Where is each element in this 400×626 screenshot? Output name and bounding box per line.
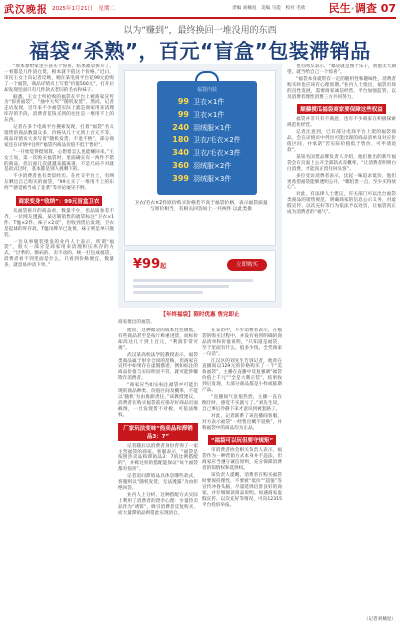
sidebar-heading — [287, 104, 396, 114]
product-description-lines — [133, 279, 269, 297]
headline-subtitle: 以为“赚到”，最终换回一堆没用的东西 — [123, 26, 277, 36]
bag-content-row — [165, 161, 249, 174]
bag-handle-icon — [195, 71, 219, 81]
bag-row-item: 卫衣×1件 — [193, 98, 225, 106]
infographic-caption-sub: 商家推出的福袋。 — [118, 320, 155, 325]
article-paragraph: 对此，记者联系了该直播间客服，对方表示福袋“一经售出概不退换”，并称福袋中的商品均为正品。 — [202, 413, 282, 431]
article-column-2 — [118, 328, 198, 620]
article-paragraph: 武汉某高校法学院教授表示，福袋类商品属于射幸合同的范畴，但商家在宣传中如果存在虚假描述，例如标注的商品价值与实际明显不符，就可能涉嫌欺诈消费者。 — [118, 352, 198, 382]
article-paragraph: 记者注意到，已有部分电商平台上架的福袋商品，会在详情页中列出可能出现的商品清单及对应价值区间，并承诺“若实际价值低于售价，可申请退款”。 — [287, 130, 396, 153]
article-paragraph: 江汉区的刘先生告诉记者，他曾在直播间以129元的价格购买了一个“美妆福袋”，主播在直播中反复强调“福袋价值上千元”“全是大牌正装”，结果收到后发现，大部分商品都是小样或临期产品。 — [202, 358, 282, 394]
bag-row-item: 羽绒服×1件 — [193, 123, 232, 132]
article-paragraph: 记者追问滞销品具体是哪些款式，客服则以“随机发货，无法透露”为由拒绝回答。 — [118, 474, 198, 491]
bag-content-row — [165, 123, 249, 136]
placeholder-line — [133, 279, 253, 282]
bag-row-qty: 360 — [172, 160, 189, 170]
bag-row-qty: 340 — [172, 148, 189, 158]
infographic-caption: 卫衣/毛衣×2件原价购买价格若不高于福袋价格，表示福袋质量与原价相当，有相关回答如上一共两件 以此类推 — [134, 201, 268, 213]
article-paragraph: 记者随后以消费者身份咨询了一家主营福袋的商家。客服表示，“福袋是按照热卖品和滞销品3：7的比例搭配的”，并称这样的搭配能保证“每个福袋都有惊喜”。 — [118, 443, 198, 473]
article-paragraph: 他说，这种福袋的成本往往极低，有些商品甚至是按斤称重进货，而标价却高达几十到上百元，“利润非常可观”。 — [118, 328, 198, 351]
article-paragraph: 不少消费者也有类似经历。在社交平台上，有网友晒出自己购买的福袋，“99元买了一堆用不上的东西”“感觉被当成了韭菜”等评论屡见不鲜。 — [4, 174, 114, 192]
article-paragraph: 也有网友表示，“福袋就是图个乐子，别抱太大期望，就当给自己一个惊喜”。 — [287, 64, 396, 75]
lucky-bag-icon — [157, 81, 257, 195]
article-paragraph: “一开始觉得挺划算，心想着怎么也能赚回来。”王女士说，第一次购买福袋时，里面确实有一两件不错的商品，但后面几次就越来越离谱，不是尺码不对就是款式过时，基本都是别人挑剩下的。 — [4, 149, 114, 173]
section-subheading — [202, 435, 282, 445]
lucky-bag-infographic — [118, 64, 282, 308]
publication-date: 2025年1月21日 星期二 — [52, 6, 115, 12]
bag-row-item: 卫衣/毛衣×3件 — [193, 149, 241, 158]
article-column-1 — [4, 64, 114, 620]
product-card — [124, 250, 276, 302]
placeholder-line — [133, 285, 229, 288]
bag-row-item: 卫衣/毛衣×2件 — [193, 136, 241, 145]
article-column-3 — [202, 328, 282, 620]
product-price — [133, 257, 166, 272]
bag-row-item: 羽绒服×3件 — [193, 174, 232, 183]
article-paragraph: 在采访中，不少消费者表示，在福袋的购买过程中，并没有看到明确的商品清单和价值说明，“只知道是福袋，至于里面有什么、值多少钱，全凭商家一句话”。 — [202, 328, 282, 357]
section-subheading — [4, 196, 114, 206]
bag-row-qty: 99 — [177, 97, 189, 106]
article-paragraph: 对此，有法律人士建议，有关部门可以出台福袋类商品的销售规范，明确商家的信息公示义务，对虚假宣传、以次充好等行为依法予以处罚，让福袋真正成为消费者的“福气”。 — [287, 192, 396, 216]
bag-row-qty: 399 — [172, 173, 189, 183]
section-sub: 调查 — [354, 2, 377, 15]
article-column-4 — [287, 64, 396, 610]
article-paragraph: 从福袋拆开的商品看，数量不少，但品质参差不齐。一位网友透露，某店铺销售的福袋标注“卫衣×1件、T恤×2件、袜子×2双”，但收到货后发现，卫衣是起球的库存款，T恤吊牌早已发黄，袜子则是单只散装。 — [4, 209, 114, 238]
infographic-label: 【年终福袋】限时优惠 售完即止 — [160, 312, 240, 318]
section-dot: · — [350, 2, 355, 15]
infographic-panel — [124, 70, 276, 246]
masthead — [0, 0, 400, 17]
article-paragraph: 市消费者协会相关负责人表示，福袋作为一种营销方式本身并不违法，但商家应当遵守诚信原则，充分保障消费者的知情权和选择权。 — [202, 448, 282, 472]
bag-contents-list — [165, 97, 249, 187]
article-paragraph: 一位从事服装批发的业内人士表示，所谓“福袋”，很大一部分是商家用来清理积压库存的方式。“过季的、断码的、卖不动的，统一打包成福袋，消费者看不到里面是什么，只看到价格便宜、数量多，就容易冲动下单。” — [4, 239, 114, 269]
section-subheading — [118, 423, 198, 441]
bag-content-row — [165, 148, 249, 161]
bag-content-row — [165, 97, 249, 110]
section-subheading-label: 商家变身“收纳”：99元盲盒卫衣 — [16, 196, 103, 206]
article-paragraph: 某知名国货品牌负责人介绍，他们推出的新年福袋会在页面上公开全部款式及概率，“让消费者明明白白消费，才能真正留住回头客”。 — [287, 154, 396, 172]
headline-title: 福袋“杀熟”，百元“盲盒”包装滞销品 — [29, 39, 371, 63]
bag-row-qty: 180 — [172, 135, 189, 145]
bag-content-row — [165, 110, 249, 123]
placeholder-line — [133, 291, 203, 294]
article-paragraph: 该负责人提醒，消费者在购买福袋时要保持理性，不要被“低价”“超值”等宣传冲昏头脑，尽量选择信誉良好的商家，并仔细阅读商品说明。如遇商家虚假宣传、以次充好等情况，可向12315平台投诉举报。 — [202, 473, 282, 508]
bag-row-qty: 99 — [177, 109, 189, 119]
sidebar-heading-label: 顺藤摸瓜福袋商家要保障这些权益 — [297, 104, 386, 114]
article-paragraph: 据悉，王女士所抢购的福袋在平台上被商家宣传为“惊喜福袋”，“抽中大奖”“随机发货”。然而，记者走访发现，近年来不少福袋实际上就是商家用来清理库存的手段，消费者花钱买到的往往是一堆用不上的东西。 — [4, 94, 114, 124]
product-price-value: ¥99 — [133, 257, 161, 272]
section-header — [329, 0, 396, 16]
bag-row-item: 羽绒服×2件 — [193, 161, 232, 170]
bag-tag: 福袋内装 — [196, 87, 217, 93]
editor-credits: 责编 刘楠星 美编 马能 校对 毛欣 — [232, 6, 306, 11]
article-paragraph: “直播间气氛很热烈，主播一直在倒计时，感觉不买就亏了。”刘先生说，自己事后冷静下来才意识到被套路了。 — [202, 394, 282, 412]
bag-row-qty: 240 — [172, 122, 189, 132]
product-price-unit: 起 — [160, 263, 167, 270]
section-subheading-label: “福袋可以玩但要守规矩” — [208, 435, 276, 445]
article-paragraph: 业内人士分析，这种搭配方式实际上利用了消费者的侥幸心理：少量热卖品作为“诱饵”，吸引消费者反复购买，而大量滞销品则借此实现清仓。 — [118, 492, 198, 516]
page-number: 07 — [380, 2, 396, 15]
article-paragraph: 记者在多个电商平台搜索发现，打着“福袋”名义销售的商品数量众多，价格从几十元到上百元不等，商品详情页大多写着“随机发货，不退不换”，部分商家还在详情中注明“福袋内商品价值不低于售价”。 — [4, 125, 114, 148]
article-paragraph: “商家应当如实标注福袋中可能出现的商品种类、价值区间及概率，不能以‘随机’为由推卸责任。”该教授建议，消费者在购买福袋前应保存好商品页面截图，一旦发现货不对板，可依法维权。 — [118, 383, 198, 418]
article-paragraph: “福袋本身就带有一定的随机性和趣味性，消费者购买时也应该有心理预期。”业内人士指出，福袋市场的良性发展，需要商家诚信经营、平台加强监管，以及消费者理性消费三方共同努力。 — [287, 76, 396, 100]
bag-content-row — [165, 135, 249, 148]
article-paragraph: “原本想给家里小孩买个惊喜，结果福袋拆开了，一看都是几件清仓货，根本就不值这个价格。”近日，市民王女士向记者反映，她在某电商平台花99元抢购了一个福袋，商品详情页上写着“价值500元”，打开后却发现里面只有几件款式老旧的毛衣和袜子。 — [4, 64, 114, 93]
section-name: 民生 — [328, 2, 351, 15]
article-paragraph: 福袋并非只有不满意，也有不少商家在积极探索规范化经营。 — [287, 117, 396, 129]
newspaper-logo: 武汉晚报 — [4, 5, 48, 16]
buy-button: 立即购买 — [227, 259, 267, 271]
article-paragraph: 多位受访消费者表示，比起一味追求低价，他们更希望福袋能够透明公开，“哪怕贵一点，至少买得放心”。 — [287, 173, 396, 191]
bag-content-row — [165, 174, 249, 187]
masthead-rule — [4, 17, 396, 19]
section-subheading-label: 厂家玩法变味“热卖品和滞销品3：7” — [118, 423, 198, 441]
reporter-byline: （记者刘楠星） — [363, 617, 396, 622]
bag-row-item: 卫衣×1件 — [193, 110, 225, 119]
